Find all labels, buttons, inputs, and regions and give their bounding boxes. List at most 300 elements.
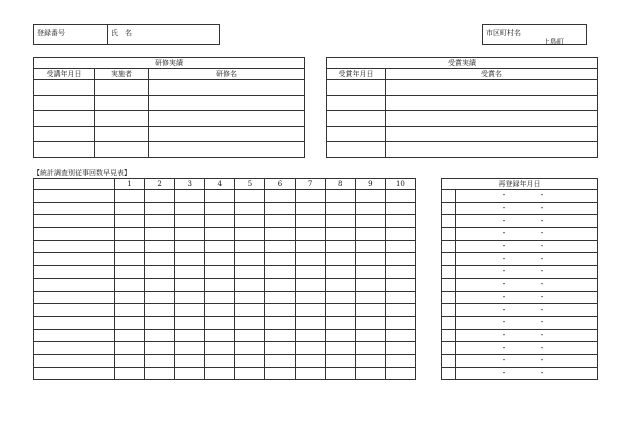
survey-cell <box>205 202 235 215</box>
reregistration-row <box>442 190 598 203</box>
survey-row <box>34 278 416 291</box>
survey-cell <box>175 253 205 266</box>
survey-cell <box>325 240 355 253</box>
survey-cell <box>385 215 415 228</box>
reregistration-index-cell <box>442 278 456 291</box>
survey-cell <box>385 329 415 342</box>
survey-cell <box>115 190 145 203</box>
survey-cell <box>205 291 235 304</box>
survey-cell <box>34 329 115 342</box>
reregistration-day-cell <box>546 266 598 279</box>
survey-cell <box>205 342 235 355</box>
awards-cell <box>386 111 598 127</box>
survey-cell <box>205 316 235 329</box>
survey-col-header: 7 <box>295 179 325 190</box>
municipality-value: 上島町 <box>543 38 564 46</box>
survey-cell <box>115 354 145 367</box>
training-cell <box>149 111 305 127</box>
awards-col-name: 受賞名 <box>386 69 598 80</box>
survey-cell <box>355 253 385 266</box>
survey-row <box>34 329 416 342</box>
survey-col-header: 5 <box>235 179 265 190</box>
survey-row <box>34 266 416 279</box>
survey-cell <box>295 228 325 241</box>
reregistration-day-cell <box>546 342 598 355</box>
survey-cell <box>295 202 325 215</box>
survey-cell <box>295 215 325 228</box>
training-cell <box>34 80 95 96</box>
survey-cell <box>175 278 205 291</box>
survey-cell <box>145 253 175 266</box>
reregistration-year-cell: ・ <box>456 291 508 304</box>
survey-cell <box>355 190 385 203</box>
survey-row <box>34 215 416 228</box>
survey-row <box>34 354 416 367</box>
survey-cell <box>115 316 145 329</box>
survey-title: 【統計調査別従事回数早見表】 <box>33 169 131 177</box>
survey-cell <box>355 342 385 355</box>
survey-cell <box>205 190 235 203</box>
reregistration-month-cell: ・ <box>508 291 546 304</box>
reregistration-row <box>442 329 598 342</box>
survey-cell <box>265 367 295 380</box>
training-cell <box>95 95 149 111</box>
survey-corner-cell <box>34 179 115 190</box>
survey-cell <box>235 367 265 380</box>
reregistration-year-cell: ・ <box>456 215 508 228</box>
reregistration-day-cell <box>546 253 598 266</box>
survey-cell <box>205 304 235 317</box>
reregistration-year-cell: ・ <box>456 316 508 329</box>
survey-cell <box>175 202 205 215</box>
survey-cell <box>205 228 235 241</box>
reregistration-day-cell <box>546 291 598 304</box>
reregistration-day-cell <box>546 278 598 291</box>
reregistration-row <box>442 304 598 317</box>
training-row <box>34 80 305 96</box>
reregistration-row <box>442 367 598 380</box>
survey-row <box>34 316 416 329</box>
survey-cell <box>115 215 145 228</box>
training-cell <box>149 95 305 111</box>
survey-cell <box>295 253 325 266</box>
reregistration-month-cell: ・ <box>508 240 546 253</box>
survey-cell <box>175 316 205 329</box>
training-cell <box>95 126 149 142</box>
awards-col-date: 受賞年月日 <box>327 69 386 80</box>
survey-cell <box>385 266 415 279</box>
survey-cell <box>34 240 115 253</box>
survey-cell <box>145 190 175 203</box>
survey-cell <box>145 215 175 228</box>
reregistration-index-cell <box>442 253 456 266</box>
reregistration-year-cell: ・ <box>456 253 508 266</box>
survey-cell <box>115 329 145 342</box>
survey-cell <box>265 291 295 304</box>
reregistration-year-cell: ・ <box>456 354 508 367</box>
survey-cell <box>295 240 325 253</box>
survey-cell <box>265 329 295 342</box>
survey-cell <box>115 266 145 279</box>
survey-cell <box>385 354 415 367</box>
survey-cell <box>34 316 115 329</box>
survey-cell <box>115 304 145 317</box>
survey-cell <box>295 342 325 355</box>
reregistration-year-cell: ・ <box>456 266 508 279</box>
survey-row <box>34 190 416 203</box>
survey-table <box>33 178 416 380</box>
survey-cell <box>355 202 385 215</box>
awards-cell <box>327 126 386 142</box>
awards-row <box>327 80 598 96</box>
survey-cell <box>385 367 415 380</box>
awards-cell <box>327 80 386 96</box>
survey-cell <box>235 316 265 329</box>
reregistration-month-cell: ・ <box>508 304 546 317</box>
reregistration-month-cell: ・ <box>508 342 546 355</box>
survey-cell <box>295 367 325 380</box>
training-cell <box>34 95 95 111</box>
survey-cell <box>235 329 265 342</box>
survey-cell <box>115 228 145 241</box>
survey-cell <box>235 342 265 355</box>
reregistration-row <box>442 354 598 367</box>
survey-cell <box>235 304 265 317</box>
reregistration-row <box>442 278 598 291</box>
survey-cell <box>385 202 415 215</box>
survey-row <box>34 202 416 215</box>
survey-cell <box>115 367 145 380</box>
survey-cell <box>325 354 355 367</box>
survey-cell <box>295 278 325 291</box>
reregistration-index-cell <box>442 202 456 215</box>
survey-cell <box>145 291 175 304</box>
survey-cell <box>265 228 295 241</box>
survey-cell <box>385 342 415 355</box>
reregistration-year-cell: ・ <box>456 304 508 317</box>
survey-col-header: 2 <box>145 179 175 190</box>
name-box <box>107 24 220 45</box>
registration-no-box <box>33 24 108 45</box>
survey-cell <box>175 329 205 342</box>
survey-col-header: 1 <box>115 179 145 190</box>
survey-col-header: 8 <box>325 179 355 190</box>
survey-cell <box>355 291 385 304</box>
survey-cell <box>235 240 265 253</box>
survey-cell <box>175 354 205 367</box>
survey-cell <box>355 278 385 291</box>
survey-cell <box>325 329 355 342</box>
reregistration-day-cell <box>546 202 598 215</box>
survey-cell <box>205 266 235 279</box>
survey-cell <box>325 291 355 304</box>
reregistration-row <box>442 228 598 241</box>
survey-cell <box>175 190 205 203</box>
reregistration-day-cell <box>546 240 598 253</box>
reregistration-row <box>442 202 598 215</box>
training-cell <box>95 111 149 127</box>
survey-cell <box>265 215 295 228</box>
reregistration-day-cell <box>546 215 598 228</box>
survey-cell <box>145 202 175 215</box>
training-cell <box>149 80 305 96</box>
reregistration-year-cell: ・ <box>456 202 508 215</box>
survey-cell <box>145 316 175 329</box>
survey-cell <box>235 253 265 266</box>
survey-cell <box>265 190 295 203</box>
survey-cell <box>295 291 325 304</box>
survey-cell <box>145 342 175 355</box>
awards-row <box>327 95 598 111</box>
survey-cell <box>205 240 235 253</box>
reregistration-row <box>442 316 598 329</box>
training-row <box>34 111 305 127</box>
survey-cell <box>34 278 115 291</box>
reregistration-year-cell: ・ <box>456 367 508 380</box>
survey-row <box>34 253 416 266</box>
reregistration-month-cell: ・ <box>508 354 546 367</box>
survey-cell <box>355 354 385 367</box>
survey-cell <box>325 202 355 215</box>
survey-cell <box>355 215 385 228</box>
reregistration-index-cell <box>442 240 456 253</box>
survey-cell <box>175 367 205 380</box>
survey-cell <box>175 291 205 304</box>
training-row <box>34 95 305 111</box>
reregistration-index-cell <box>442 291 456 304</box>
awards-cell <box>386 142 598 158</box>
survey-cell <box>115 291 145 304</box>
reregistration-title: 再登録年月日 <box>442 179 598 190</box>
survey-cell <box>325 228 355 241</box>
reregistration-month-cell: ・ <box>508 367 546 380</box>
survey-cell <box>325 342 355 355</box>
survey-col-header: 4 <box>205 179 235 190</box>
reregistration-day-cell <box>546 354 598 367</box>
reregistration-month-cell: ・ <box>508 316 546 329</box>
survey-cell <box>385 304 415 317</box>
survey-cell <box>355 316 385 329</box>
training-row <box>34 126 305 142</box>
survey-row <box>34 291 416 304</box>
survey-cell <box>34 190 115 203</box>
survey-cell <box>205 329 235 342</box>
survey-cell <box>235 215 265 228</box>
reregistration-row <box>442 253 598 266</box>
survey-cell <box>295 266 325 279</box>
reregistration-index-cell <box>442 329 456 342</box>
reregistration-month-cell: ・ <box>508 190 546 203</box>
survey-cell <box>205 278 235 291</box>
survey-cell <box>265 278 295 291</box>
survey-cell <box>145 278 175 291</box>
survey-cell <box>355 367 385 380</box>
survey-cell <box>115 253 145 266</box>
survey-cell <box>145 329 175 342</box>
reregistration-day-cell <box>546 316 598 329</box>
reregistration-index-cell <box>442 215 456 228</box>
training-cell <box>149 142 305 158</box>
survey-cell <box>385 240 415 253</box>
survey-cell <box>175 215 205 228</box>
training-cell <box>95 80 149 96</box>
survey-cell <box>325 278 355 291</box>
survey-cell <box>145 304 175 317</box>
survey-cell <box>175 342 205 355</box>
municipality-label: 市区町村名 <box>486 29 521 37</box>
survey-cell <box>235 291 265 304</box>
reregistration-year-cell: ・ <box>456 278 508 291</box>
reregistration-index-cell <box>442 367 456 380</box>
survey-cell <box>34 291 115 304</box>
survey-cell <box>385 228 415 241</box>
survey-cell <box>235 266 265 279</box>
survey-col-header: 6 <box>265 179 295 190</box>
registration-no-label: 登録番号 <box>37 29 65 37</box>
survey-cell <box>385 278 415 291</box>
survey-cell <box>325 367 355 380</box>
survey-cell <box>145 367 175 380</box>
reregistration-month-cell: ・ <box>508 215 546 228</box>
survey-cell <box>205 354 235 367</box>
survey-cell <box>175 228 205 241</box>
name-label: 氏 名 <box>111 29 132 37</box>
training-col-date: 受講年月日 <box>34 69 95 80</box>
training-cell <box>34 142 95 158</box>
survey-cell <box>235 278 265 291</box>
awards-title: 受賞実績 <box>327 58 598 69</box>
survey-cell <box>34 354 115 367</box>
survey-col-header: 3 <box>175 179 205 190</box>
survey-cell <box>325 215 355 228</box>
reregistration-row <box>442 342 598 355</box>
survey-cell <box>385 190 415 203</box>
reregistration-month-cell: ・ <box>508 202 546 215</box>
reregistration-day-cell <box>546 329 598 342</box>
awards-cell <box>327 142 386 158</box>
reregistration-index-cell <box>442 342 456 355</box>
survey-cell <box>34 215 115 228</box>
reregistration-year-cell: ・ <box>456 342 508 355</box>
reregistration-day-cell <box>546 367 598 380</box>
reregistration-index-cell <box>442 354 456 367</box>
awards-cell <box>327 111 386 127</box>
survey-cell <box>295 354 325 367</box>
training-title: 研修実績 <box>34 58 305 69</box>
survey-row <box>34 228 416 241</box>
survey-cell <box>115 278 145 291</box>
training-cell <box>95 142 149 158</box>
reregistration-year-cell: ・ <box>456 190 508 203</box>
survey-col-header: 9 <box>355 179 385 190</box>
survey-cell <box>34 367 115 380</box>
reregistration-year-cell: ・ <box>456 228 508 241</box>
reregistration-month-cell: ・ <box>508 278 546 291</box>
survey-cell <box>355 329 385 342</box>
reregistration-year-cell: ・ <box>456 240 508 253</box>
training-col-organizer: 実施者 <box>95 69 149 80</box>
survey-cell <box>295 316 325 329</box>
reregistration-index-cell <box>442 228 456 241</box>
survey-row <box>34 240 416 253</box>
survey-cell <box>265 266 295 279</box>
awards-row <box>327 111 598 127</box>
survey-cell <box>385 291 415 304</box>
training-cell <box>34 111 95 127</box>
reregistration-index-cell <box>442 316 456 329</box>
survey-cell <box>385 253 415 266</box>
survey-cell <box>295 329 325 342</box>
survey-row <box>34 342 416 355</box>
survey-cell <box>34 342 115 355</box>
training-cell <box>34 126 95 142</box>
survey-cell <box>325 253 355 266</box>
reregistration-year-cell: ・ <box>456 329 508 342</box>
survey-cell <box>355 240 385 253</box>
awards-cell <box>327 95 386 111</box>
training-col-name: 研修名 <box>149 69 305 80</box>
survey-cell <box>34 304 115 317</box>
survey-cell <box>355 304 385 317</box>
reregistration-table <box>441 178 598 380</box>
reregistration-day-cell <box>546 190 598 203</box>
survey-cell <box>34 266 115 279</box>
survey-cell <box>145 240 175 253</box>
awards-cell <box>386 80 598 96</box>
survey-cell <box>235 190 265 203</box>
reregistration-month-cell: ・ <box>508 228 546 241</box>
reregistration-row <box>442 266 598 279</box>
survey-col-header: 10 <box>385 179 415 190</box>
survey-cell <box>265 316 295 329</box>
survey-cell <box>115 202 145 215</box>
awards-cell <box>386 95 598 111</box>
survey-cell <box>295 304 325 317</box>
survey-cell <box>265 354 295 367</box>
survey-cell <box>34 253 115 266</box>
survey-cell <box>265 342 295 355</box>
survey-cell <box>34 228 115 241</box>
survey-cell <box>205 367 235 380</box>
survey-cell <box>265 240 295 253</box>
survey-cell <box>205 253 235 266</box>
survey-cell <box>265 202 295 215</box>
survey-cell <box>265 253 295 266</box>
survey-cell <box>115 342 145 355</box>
survey-cell <box>385 316 415 329</box>
survey-cell <box>145 354 175 367</box>
awards-row <box>327 142 598 158</box>
survey-cell <box>325 316 355 329</box>
survey-cell <box>145 266 175 279</box>
survey-cell <box>325 190 355 203</box>
reregistration-index-cell <box>442 304 456 317</box>
reregistration-row <box>442 215 598 228</box>
survey-cell <box>175 266 205 279</box>
reregistration-month-cell: ・ <box>508 329 546 342</box>
reregistration-month-cell: ・ <box>508 266 546 279</box>
survey-cell <box>265 304 295 317</box>
municipality-box <box>482 24 587 45</box>
survey-row <box>34 367 416 380</box>
survey-cell <box>205 215 235 228</box>
survey-cell <box>325 266 355 279</box>
survey-cell <box>295 190 325 203</box>
survey-cell <box>355 228 385 241</box>
awards-cell <box>386 126 598 142</box>
reregistration-row <box>442 240 598 253</box>
training-row <box>34 142 305 158</box>
